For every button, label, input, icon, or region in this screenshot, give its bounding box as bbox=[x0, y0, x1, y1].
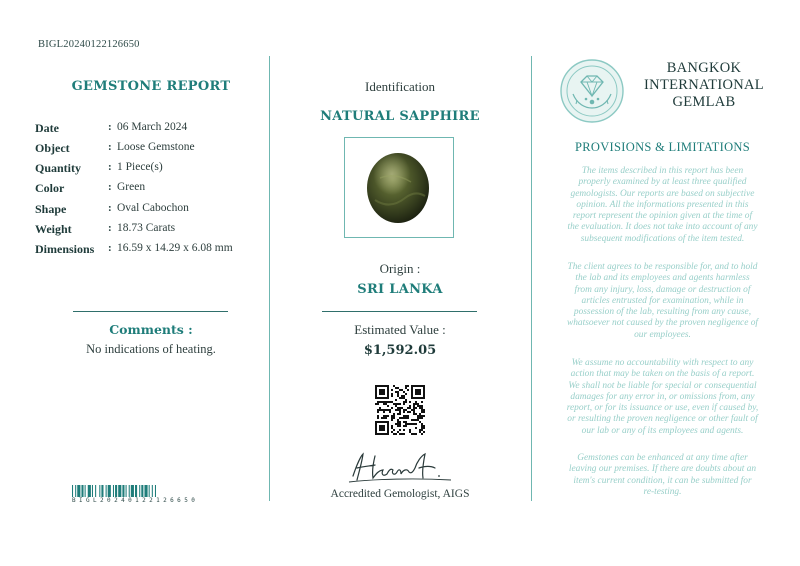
origin-label: Origin : bbox=[379, 261, 421, 276]
comments-label: Comments : bbox=[109, 322, 193, 337]
provisions-line: our employees. bbox=[634, 329, 691, 340]
detail-colon: : bbox=[108, 181, 112, 193]
lab-name bbox=[628, 60, 780, 111]
provisions-line: Gemstones can be enhanced at any time after bbox=[577, 453, 748, 463]
column-divider-left bbox=[269, 56, 270, 501]
provisions-line: the lab and its employees and agents harmless bbox=[575, 273, 750, 284]
barcode-text: BIGL20240122126650 bbox=[72, 497, 199, 504]
column-divider-right bbox=[531, 56, 532, 501]
detail-colon: : bbox=[108, 242, 112, 254]
comments-divider bbox=[73, 311, 228, 312]
lab-logo-icon bbox=[559, 58, 625, 124]
provisions-paragraph-3 bbox=[545, 358, 780, 437]
detail-colon: : bbox=[108, 161, 112, 173]
gemologist-signature bbox=[345, 446, 455, 488]
detail-colon: : bbox=[108, 202, 112, 214]
detail-label: Date bbox=[35, 121, 59, 135]
provisions-line: We shall not be liable for special or consequential bbox=[568, 380, 757, 391]
provisions-line: opinion. All the informations presented in this bbox=[576, 199, 749, 210]
provisions-line: or resulting the proven negligence or other fault of bbox=[567, 414, 758, 425]
lab-name-line-3: GEMLAB bbox=[672, 94, 736, 110]
gemologist-title: Accredited Gemologist, AIGS bbox=[330, 488, 470, 500]
gemstone-image bbox=[345, 138, 452, 236]
origin-value: SRI LANKA bbox=[357, 282, 443, 297]
provisions-line: item's current condition, it can be submitted for bbox=[573, 475, 752, 486]
estimated-value-label: Estimated Value : bbox=[354, 322, 446, 337]
detail-label: Object bbox=[35, 141, 70, 155]
detail-label: Weight bbox=[35, 222, 72, 236]
provisions-line: from any injury, loss, damage or destruction of bbox=[574, 284, 751, 295]
identification-label: Identification bbox=[364, 79, 436, 94]
provisions-title: PROVISIONS & LIMITATIONS bbox=[575, 140, 750, 154]
provisions-line: The client agrees to be responsible for, and to hold bbox=[567, 262, 758, 272]
provisions-line: leaving our premises. If there are doubts about an bbox=[568, 464, 757, 475]
report-title: GEMSTONE REPORT bbox=[71, 79, 231, 94]
provisions-line: We assume no accountability with respect to any bbox=[571, 358, 754, 368]
detail-value: 06 March 2024 bbox=[117, 121, 188, 133]
provisions-line: possession of the lab, resulting from any cause, bbox=[573, 307, 752, 318]
detail-colon: : bbox=[108, 222, 112, 234]
provisions-paragraph-4 bbox=[545, 453, 780, 498]
detail-colon: : bbox=[108, 141, 112, 153]
provisions-line: subsequent modifications of the item tested. bbox=[580, 233, 745, 244]
detail-label: Quantity bbox=[35, 161, 82, 175]
detail-value: 16.59 x 14.29 x 6.08 mm bbox=[117, 242, 233, 254]
provisions-line: our lab or any of its employees and agents. bbox=[581, 425, 744, 436]
detail-label: Dimensions bbox=[35, 242, 95, 256]
qr-code[interactable] bbox=[375, 385, 425, 435]
provisions-line: The items described in this report has been bbox=[581, 166, 744, 176]
detail-colon: : bbox=[108, 121, 112, 133]
provisions-line: action that may be taken on the basis of a report. bbox=[570, 369, 755, 380]
detail-label: Color bbox=[35, 181, 65, 195]
value-divider bbox=[322, 311, 477, 312]
provisions-line: properly examined by at least three qualified bbox=[578, 177, 747, 188]
report-number: BIGL20240122126650 bbox=[38, 39, 140, 50]
provisions-paragraph-2 bbox=[545, 262, 780, 341]
comments-text: No indications of heating. bbox=[86, 342, 216, 356]
detail-label: Shape bbox=[35, 202, 67, 216]
detail-value: Oval Cabochon bbox=[117, 202, 189, 214]
provisions-line: whatsoever not caused by the proven negligence of bbox=[566, 318, 758, 329]
provisions-line: report, or for its issuance or use, even if caused by, bbox=[566, 403, 759, 414]
detail-value: Green bbox=[117, 181, 146, 193]
provisions-line: report represent the opinion given at the time of bbox=[572, 211, 753, 222]
provisions-line: articles entrusted for examination, while in bbox=[581, 295, 744, 306]
detail-value: 18.73 Carats bbox=[117, 222, 176, 234]
gemstone-photo-frame bbox=[344, 137, 454, 238]
provisions-paragraph-1 bbox=[545, 166, 780, 245]
provisions-line: damages for any error in, or omissions from, any bbox=[570, 391, 755, 402]
stone-name: NATURAL SAPPHIRE bbox=[320, 109, 480, 124]
barcode bbox=[72, 485, 232, 497]
lab-name-line-2: INTERNATIONAL bbox=[644, 77, 764, 93]
lab-name-line-1: BANGKOK bbox=[666, 60, 742, 76]
estimated-value-amount: $1,592.05 bbox=[363, 343, 437, 358]
provisions-line: re-testing. bbox=[643, 486, 682, 497]
provisions-line: gemologists. Our reports are based on subjective bbox=[570, 188, 755, 199]
provisions-line: the evaluation. It does not take into account of any bbox=[567, 222, 758, 233]
detail-value: 1 Piece(s) bbox=[117, 161, 163, 173]
detail-value: Loose Gemstone bbox=[117, 141, 195, 153]
